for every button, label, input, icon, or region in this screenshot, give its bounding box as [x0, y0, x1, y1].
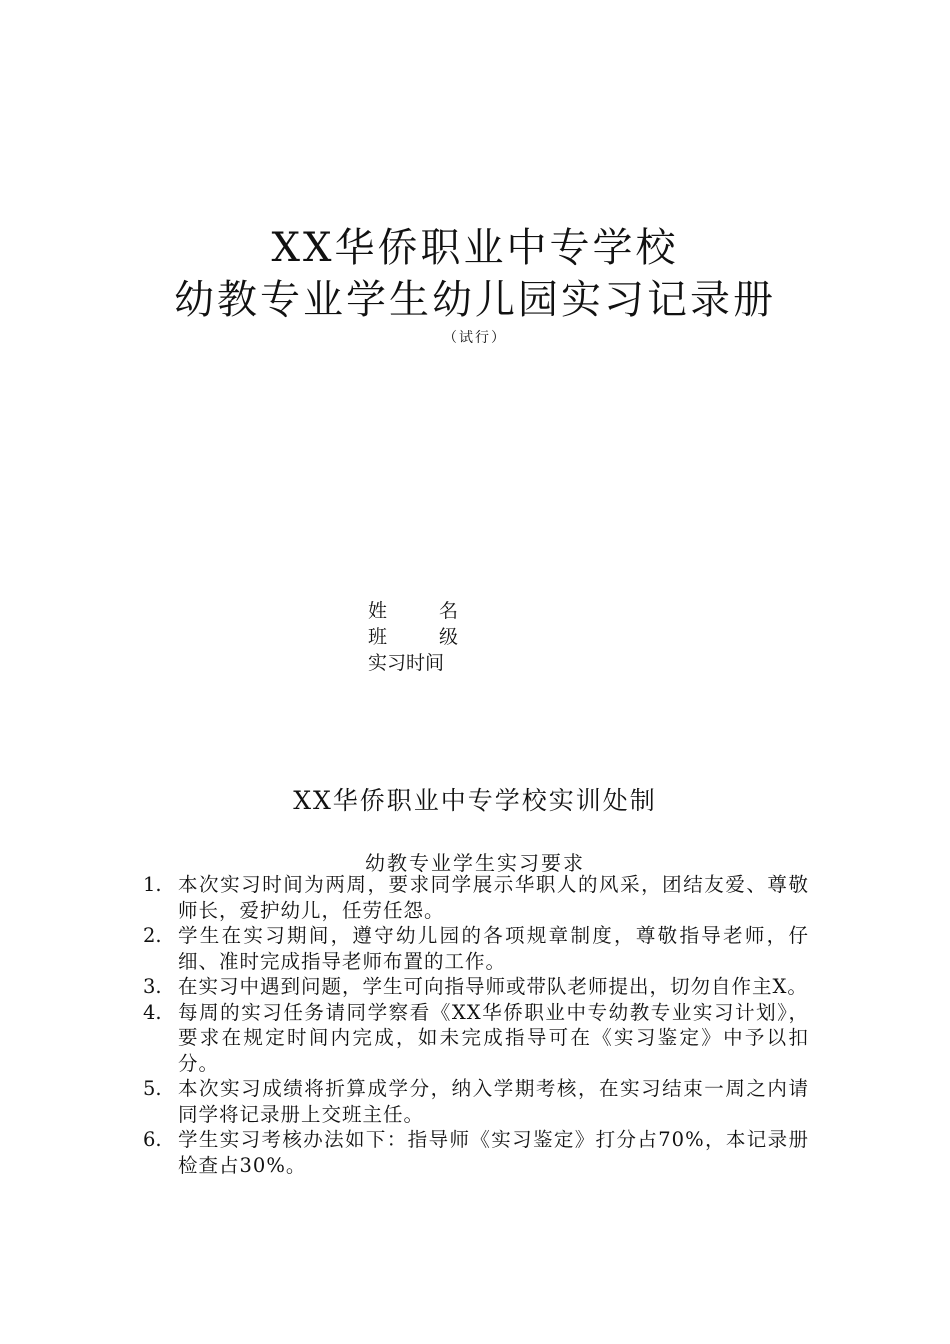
requirement-text: 在实习中遇到问题，学生可向指导师或带队老师提出，切勿自作主X。	[178, 975, 808, 998]
student-info-block	[368, 598, 458, 676]
requirements-list	[143, 872, 809, 1178]
requirement-item	[143, 1000, 809, 1077]
requirement-item	[143, 1127, 809, 1178]
cover-title-line1: XX华侨职业中专学校	[271, 225, 679, 271]
requirement-number: 4.	[143, 1000, 162, 1024]
requirement-item	[143, 872, 809, 923]
requirement-text: 学生在实习期间，遵守幼儿园的各项规章制度，尊敬指导老师，仔细、准时完成指导老师布置的工作。	[178, 924, 809, 973]
requirement-item	[143, 923, 809, 974]
issuer-line: XX华侨职业中专学校实训处制	[293, 786, 657, 815]
cover-subtitle: （试行）	[443, 330, 507, 346]
info-label-name-2: 名	[438, 600, 458, 622]
info-label-class-2: 级	[438, 626, 458, 648]
info-label-period: 实习时间	[368, 652, 445, 674]
requirement-text: 每周的实习任务请同学察看《XX华侨职业中专幼教专业实习计划》，要求在规定时间内完成，如未完成指导可在《实习鉴定》中予以扣分。	[178, 1000, 809, 1075]
requirement-item	[143, 974, 809, 1000]
info-row-name	[368, 598, 458, 624]
requirement-number: 5.	[143, 1077, 162, 1100]
requirement-text: 学生实习考核办法如下：指导师《实习鉴定》打分占70%，本记录册检查占30%。	[178, 1128, 809, 1177]
requirement-text: 本次实习时间为两周，要求同学展示华职人的风采，团结友爱、尊敬师长，爱护幼儿，任劳任怨。	[178, 873, 809, 922]
requirement-text: 本次实习成绩将折算成学分，纳入学期考核，在实习结束一周之内请同学将记录册上交班主任。	[178, 1077, 809, 1126]
info-label-class-1: 班	[368, 626, 388, 648]
requirement-number: 3.	[143, 975, 162, 998]
info-row-period	[368, 650, 458, 676]
requirements-heading: 幼教专业学生实习要求	[365, 851, 585, 875]
cover-title-line2: 幼教专业学生幼儿园实习记录册	[174, 277, 776, 323]
requirement-item	[143, 1076, 809, 1127]
requirement-number: 6.	[143, 1128, 162, 1151]
info-row-class	[368, 624, 458, 650]
requirement-number: 2.	[143, 924, 162, 947]
info-label-name-1: 姓	[368, 600, 388, 622]
requirement-number: 1.	[143, 873, 162, 896]
